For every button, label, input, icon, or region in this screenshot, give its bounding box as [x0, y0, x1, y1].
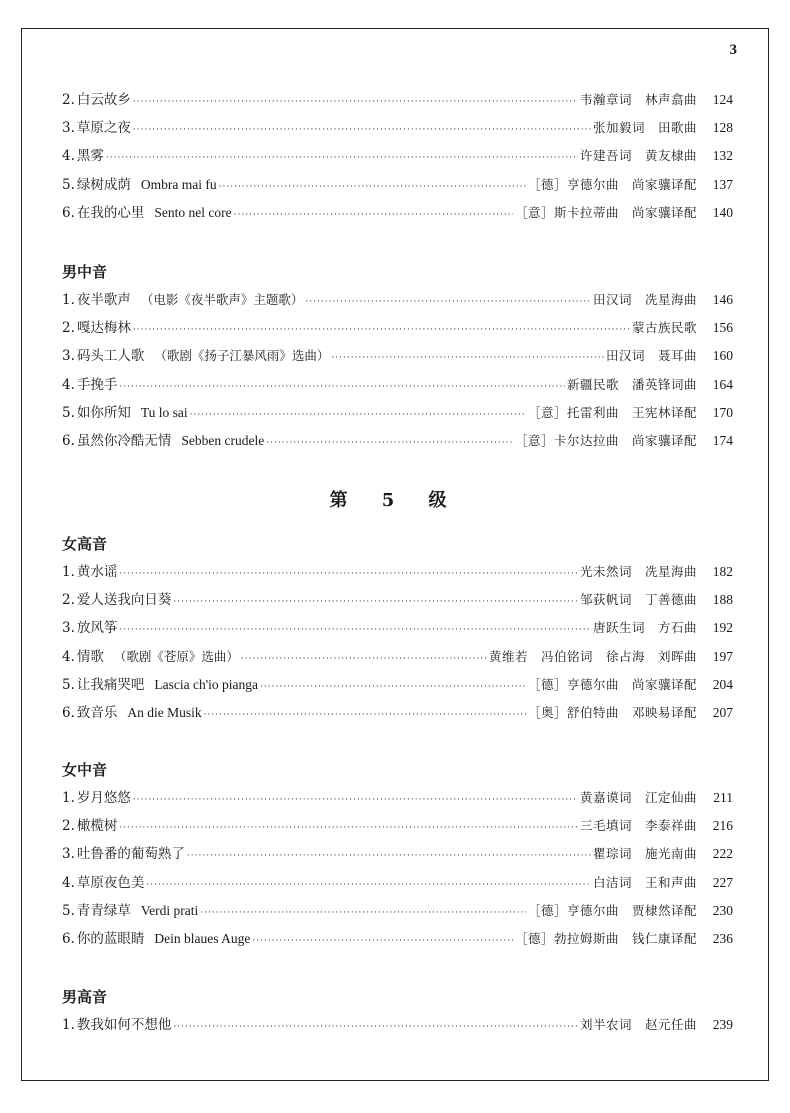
entry-page-number: 222 — [712, 846, 733, 862]
entry-number: 5. — [62, 902, 75, 919]
entry-title-group — [62, 699, 202, 727]
dot-leader — [234, 201, 513, 229]
entry-title-group — [62, 925, 250, 953]
entry-number: 2. — [62, 92, 75, 108]
entry-title: 夜半歌声 — [76, 292, 131, 308]
toc-entry[interactable] — [62, 671, 733, 699]
dot-leader — [260, 673, 526, 701]
entry-title: 虽然你冷酷无情 — [76, 432, 172, 449]
dot-leader — [119, 814, 578, 842]
entry-page-number: 137 — [712, 176, 733, 192]
toc-entry[interactable] — [62, 699, 733, 727]
dot-leader — [241, 645, 487, 673]
entry-title: 你的蓝眼睛 — [76, 930, 145, 947]
entry-title: 致音乐 — [76, 704, 118, 721]
entry-page-number: 227 — [712, 874, 733, 890]
entry-page-number: 124 — [712, 92, 733, 107]
toc-entry[interactable] — [62, 812, 733, 840]
dot-leader — [106, 144, 578, 172]
entry-title-group — [62, 1011, 171, 1039]
section-heading: 男中音 — [62, 263, 108, 281]
entry-original-title: Ombra mai fu — [140, 176, 217, 192]
dot-leader — [133, 88, 578, 116]
dot-leader — [252, 927, 513, 955]
entry-title: 黑雾 — [76, 148, 104, 165]
entry-credits: 田汉词 聂耳曲 — [605, 348, 697, 364]
toc-entry[interactable] — [62, 784, 733, 812]
entry-number: 5. — [62, 676, 75, 693]
dot-leader — [133, 316, 630, 344]
level-title: 第 5 级 — [329, 490, 461, 511]
entry-number: 1. — [62, 1017, 75, 1033]
entry-number: 2. — [62, 320, 75, 337]
entry-number: 4. — [62, 648, 75, 665]
entry-page-number: 146 — [712, 292, 733, 307]
entry-page-number: 140 — [712, 204, 733, 220]
entry-credits: 黄嘉谟词 江定仙曲 — [579, 790, 697, 805]
entry-note: （歌剧《苍原》选曲） — [113, 648, 239, 664]
entry-credits: ［德］亨德尔曲 尚家骧译配 — [527, 676, 697, 692]
entry-number: 3. — [62, 120, 75, 137]
entry-page-number: 188 — [712, 592, 733, 608]
entry-title-group — [62, 840, 185, 868]
page-number: 3 — [729, 42, 737, 58]
entry-number: 1. — [62, 564, 75, 580]
entry-page-number: 211 — [713, 790, 733, 805]
entry-original-title: Sebben crudele — [181, 432, 265, 448]
entry-number: 3. — [62, 348, 75, 365]
dot-leader — [219, 173, 526, 201]
entry-title-group — [62, 869, 144, 897]
entry-number: 4. — [62, 376, 75, 393]
entry-title-group — [62, 614, 117, 642]
entry-number: 6. — [62, 204, 75, 221]
entry-title-group — [62, 784, 131, 812]
entry-credits: 刘半农词 赵元任曲 — [579, 1017, 697, 1032]
entry-page-number: 182 — [712, 564, 733, 579]
toc-entry[interactable] — [62, 371, 733, 399]
toc-entry[interactable] — [62, 342, 733, 370]
entry-credits: 新疆民歌 潘英锋词曲 — [566, 376, 697, 392]
section-heading: 女高音 — [62, 535, 108, 553]
dot-leader — [305, 288, 591, 316]
entry-credits: 黄维若 冯伯铭词 徐占海 刘晖曲 — [488, 648, 697, 664]
entry-title-group — [62, 643, 239, 671]
dot-leader — [133, 786, 578, 814]
entry-credits: ［德］勃拉姆斯曲 钱仁康译配 — [514, 930, 697, 946]
section-heading: 女中音 — [62, 761, 108, 779]
toc-entry[interactable] — [62, 114, 733, 142]
toc-entry[interactable] — [62, 558, 733, 586]
entry-page-number: 197 — [712, 648, 733, 664]
entry-credits: 唐跃生词 方石曲 — [592, 620, 697, 636]
dot-leader — [331, 344, 604, 372]
entry-title: 让我痛哭吧 — [76, 676, 145, 693]
entry-title-group — [62, 671, 258, 699]
toc-section-mezzo-soprano — [62, 756, 733, 953]
dot-leader — [119, 560, 578, 588]
toc-entry[interactable] — [62, 399, 733, 427]
entry-original-title: Tu lo sai — [140, 404, 188, 420]
entry-number: 5. — [62, 176, 75, 193]
entry-number: 4. — [62, 874, 75, 891]
dot-leader — [119, 616, 591, 644]
toc-entry[interactable] — [62, 586, 733, 614]
entry-original-title: Sento nel core — [154, 204, 232, 220]
toc-entry[interactable] — [62, 427, 733, 455]
toc-entry[interactable] — [62, 286, 733, 314]
entry-title-group — [62, 171, 217, 199]
entry-title: 如你所知 — [76, 404, 131, 421]
entry-number: 6. — [62, 432, 75, 449]
entry-credits: ［奥］舒伯特曲 邓映易译配 — [527, 704, 697, 720]
entry-title: 码头工人歌 — [76, 348, 145, 365]
entry-original-title: An die Musik — [127, 704, 202, 720]
dot-leader — [146, 871, 591, 899]
entry-title: 教我如何不想他 — [76, 1017, 172, 1033]
entry-title-group — [62, 427, 264, 455]
entry-page-number: 204 — [712, 676, 733, 692]
entry-credits: 蒙古族民歌 — [631, 320, 697, 336]
entry-title: 在我的心里 — [76, 204, 145, 221]
entry-credits: 白洁词 王和声曲 — [592, 874, 697, 890]
entry-title: 白云故乡 — [76, 92, 131, 108]
dot-leader — [173, 1013, 578, 1041]
entry-number: 5. — [62, 404, 75, 421]
entry-title-group — [62, 897, 198, 925]
entry-title-group — [62, 86, 131, 114]
entry-number: 1. — [62, 292, 75, 308]
entry-page-number: 132 — [712, 148, 733, 164]
entry-credits: ［德］亨德尔曲 尚家骧译配 — [527, 176, 697, 192]
entry-title: 爱人送我向日葵 — [76, 592, 172, 609]
entry-page-number: 174 — [712, 432, 733, 448]
entry-title: 岁月悠悠 — [76, 790, 131, 806]
entry-number: 2. — [62, 818, 75, 835]
entry-title: 橄榄树 — [76, 818, 118, 835]
entry-page-number: 160 — [712, 348, 733, 364]
entry-title: 绿树成荫 — [76, 176, 131, 193]
entry-number: 3. — [62, 620, 75, 637]
entry-credits: 邹荻帆词 丁善德曲 — [579, 592, 697, 608]
entry-credits: ［意］卡尔达拉曲 尚家骧译配 — [514, 432, 697, 448]
entry-page-number: 230 — [712, 902, 733, 918]
entry-credits: 三毛填词 李泰祥曲 — [579, 818, 697, 834]
entry-credits: 田汉词 冼星海曲 — [592, 292, 697, 307]
entry-number: 6. — [62, 704, 75, 721]
dot-leader — [190, 401, 526, 429]
toc-entry[interactable] — [62, 840, 733, 868]
toc-entry[interactable] — [62, 1011, 733, 1039]
entry-title-group — [62, 114, 131, 142]
entry-credits: ［意］托雷利曲 王宪林译配 — [527, 404, 697, 420]
entry-title-group — [62, 586, 171, 614]
entry-credits: 光未然词 冼星海曲 — [579, 564, 697, 579]
entry-original-title: Dein blaues Auge — [154, 930, 251, 946]
entry-number: 1. — [62, 790, 75, 806]
toc-entry[interactable] — [62, 171, 733, 199]
entry-page-number: 216 — [712, 818, 733, 834]
entry-number: 2. — [62, 592, 75, 609]
dot-leader — [173, 588, 578, 616]
dot-leader — [266, 429, 513, 457]
entry-title: 青青绿草 — [76, 902, 131, 919]
entry-page-number: 192 — [712, 620, 733, 636]
entry-page-number: 156 — [712, 320, 733, 336]
entry-credits: ［德］亨德尔曲 贾棣然译配 — [527, 902, 697, 918]
toc-entry[interactable] — [62, 643, 733, 671]
toc-entry[interactable] — [62, 86, 733, 114]
entry-title-group — [62, 371, 117, 399]
entry-page-number: 236 — [712, 930, 733, 946]
entry-credits: ［意］斯卡拉蒂曲 尚家骧译配 — [514, 204, 697, 220]
entry-title-group — [62, 558, 117, 586]
entry-title: 嘎达梅林 — [76, 320, 131, 337]
entry-title-group — [62, 342, 329, 370]
entry-page-number: 170 — [712, 404, 733, 420]
toc-entry[interactable] — [62, 614, 733, 642]
entry-title: 草原之夜 — [76, 120, 131, 137]
dot-leader — [119, 373, 565, 401]
toc-section-continued — [62, 86, 733, 227]
entry-title: 黄水谣 — [76, 564, 118, 580]
entry-original-title: Verdi prati — [140, 902, 199, 918]
entry-title-group — [62, 812, 117, 840]
entry-original-title: Lascia ch'io pianga — [154, 676, 259, 692]
entry-title: 吐鲁番的葡萄熟了 — [76, 846, 185, 863]
dot-leader — [200, 899, 526, 927]
entry-title-group — [62, 286, 303, 314]
entry-credits: 韦瀚章词 林声翕曲 — [579, 92, 697, 107]
toc-section-baritone — [62, 258, 733, 455]
dot-leader — [204, 701, 526, 729]
entry-credits: 许建吾词 黄友棣曲 — [579, 148, 697, 164]
entry-title: 放风筝 — [76, 620, 118, 637]
entry-note: （电影《夜半歌声》主题歌） — [140, 292, 304, 307]
entry-number: 4. — [62, 148, 75, 165]
entry-title: 手挽手 — [76, 376, 118, 393]
toc-entry[interactable] — [62, 142, 733, 170]
toc-entry[interactable] — [62, 925, 733, 953]
section-heading: 男高音 — [62, 988, 108, 1006]
entry-title-group — [62, 142, 104, 170]
entry-page-number: 164 — [712, 376, 733, 392]
entry-number: 6. — [62, 930, 75, 947]
toc-entry[interactable] — [62, 897, 733, 925]
toc-entry[interactable] — [62, 199, 733, 227]
entry-title-group — [62, 314, 131, 342]
entry-title: 草原夜色美 — [76, 874, 145, 891]
entry-page-number: 239 — [712, 1017, 733, 1032]
toc-entry[interactable] — [62, 869, 733, 897]
entry-note: （歌剧《扬子江暴风雨》选曲） — [154, 348, 330, 364]
entry-page-number: 128 — [712, 120, 733, 136]
dot-leader — [133, 116, 591, 144]
dot-leader — [187, 842, 591, 870]
entry-title: 情歌 — [76, 648, 104, 665]
toc-section-tenor — [62, 983, 733, 1039]
entry-number: 3. — [62, 846, 75, 863]
toc-entry[interactable] — [62, 314, 733, 342]
entry-title-group — [62, 399, 188, 427]
entry-title-group — [62, 199, 232, 227]
entry-credits: 瞿琮词 施光南曲 — [592, 846, 697, 862]
toc-section-soprano — [62, 530, 733, 727]
entry-page-number: 207 — [712, 704, 733, 720]
entry-credits: 张加毅词 田歌曲 — [592, 120, 697, 136]
